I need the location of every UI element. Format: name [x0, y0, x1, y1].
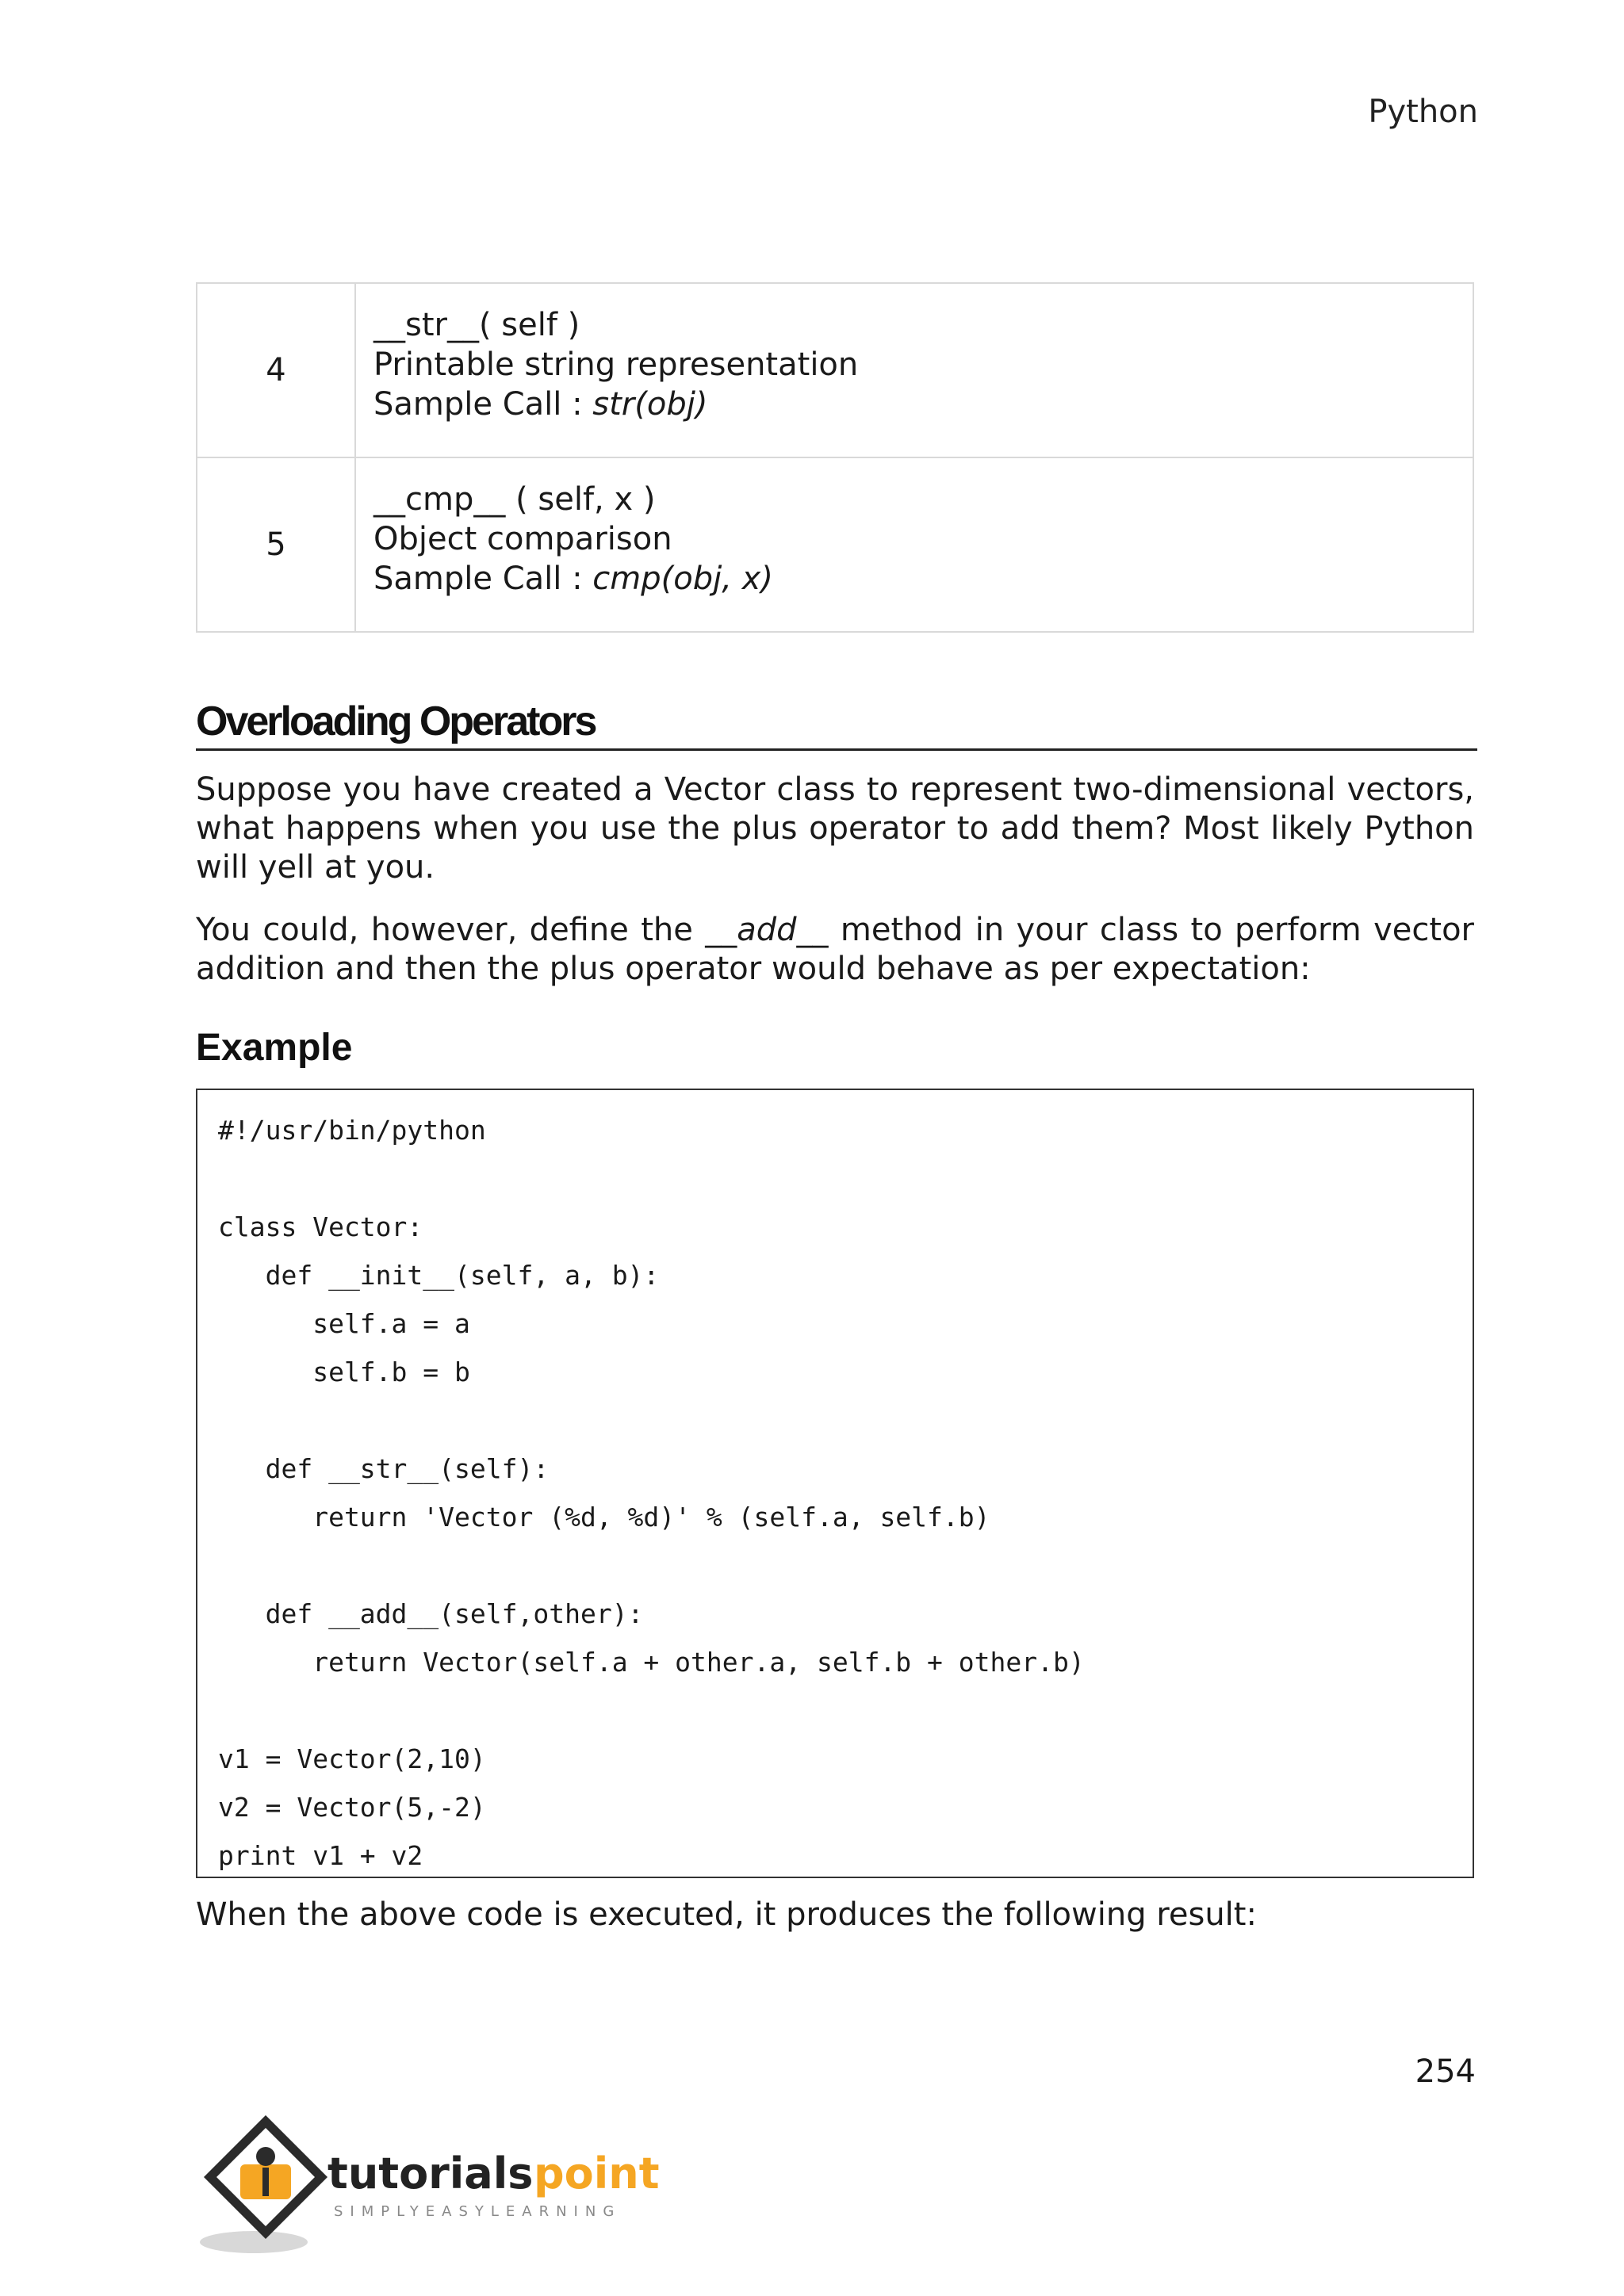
logo-tagline: SIMPLYEASYLEARNING [334, 2203, 622, 2220]
section-title: Overloading Operators [196, 698, 1477, 751]
logo-graphic [194, 2109, 686, 2260]
table-row [197, 457, 1473, 632]
result-text: When the above code is executed, it produces the following result: [196, 1896, 1257, 1933]
code-line [218, 1686, 1452, 1735]
sample-call: cmp(obj, x) [592, 561, 773, 597]
code-line: return 'Vector (%d, %d)' % (self.a, self.b) [218, 1502, 990, 1533]
method-description: Printable string representation [373, 346, 859, 383]
example-title: Example [196, 1027, 353, 1069]
code-line: self.b = b [218, 1357, 470, 1387]
page-number: 254 [1415, 2053, 1476, 2090]
method-signature: __cmp__ ( self, x ) [373, 481, 656, 518]
row-description-cell [355, 283, 1473, 457]
sample-call-prefix: Sample Call : [373, 561, 593, 597]
code-line: self.a = a [218, 1308, 470, 1339]
row-number: 5 [197, 457, 355, 632]
paragraph-text: You could, however, define the [196, 912, 706, 948]
paragraph-text: method in your class to perform vector addition and then the plus operator would behave as per expectation: [196, 912, 1474, 987]
code-line [218, 1541, 1452, 1590]
table-row [197, 283, 1473, 457]
method-signature: __str__( self ) [373, 307, 580, 343]
method-description: Object comparison [373, 521, 672, 557]
logo-name: tutorials [327, 2149, 534, 2198]
logo-shadow-icon [200, 2231, 308, 2253]
methods-table [196, 282, 1474, 633]
code-line: #!/usr/bin/python [218, 1115, 486, 1146]
paragraph-intro: Suppose you have created a Vector class to represent two-dimensional vectors, what happens when you use the plus operator to add them? Most likely Python will yell at you. [196, 771, 1474, 886]
logo-person-icon [256, 2147, 275, 2166]
row-number: 4 [197, 283, 355, 457]
logo-name-accent: point [534, 2149, 660, 2198]
code-line: def __add__(self,other): [218, 1598, 644, 1629]
code-line: return Vector(self.a + other.a, self.b + other.b) [218, 1647, 1085, 1678]
paragraph-add-method [196, 911, 1474, 989]
sample-call: str(obj) [592, 386, 708, 423]
running-header: Python [1368, 94, 1478, 130]
code-line [218, 1154, 1452, 1203]
sample-call-line [373, 385, 1455, 424]
method-name: __add__ [705, 912, 829, 948]
code-line: def __init__(self, a, b): [218, 1260, 660, 1291]
code-line: print v1 + v2 [218, 1840, 423, 1871]
sample-call-line [373, 559, 1455, 599]
code-line: v2 = Vector(5,-2) [218, 1792, 486, 1823]
code-line [218, 1396, 1452, 1445]
code-block [196, 1089, 1474, 1878]
code-line: v1 = Vector(2,10) [218, 1743, 486, 1774]
code-line: def __str__(self): [218, 1453, 550, 1484]
tutorialspoint-logo [194, 2109, 686, 2260]
row-description-cell [355, 457, 1473, 632]
sample-call-prefix: Sample Call : [373, 386, 593, 423]
code-line: class Vector: [218, 1211, 423, 1242]
